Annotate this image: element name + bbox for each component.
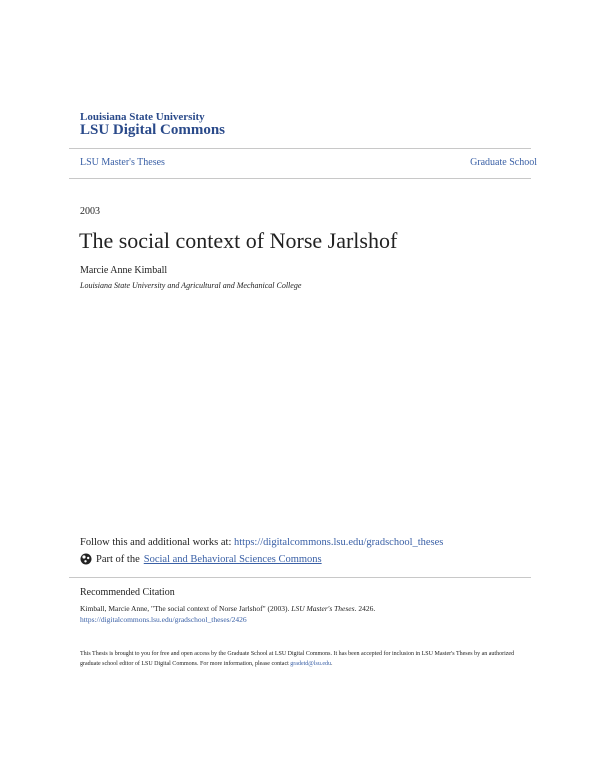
part-of-prefix: Part of the bbox=[96, 553, 140, 565]
follow-prefix: Follow this and additional works at: bbox=[80, 537, 234, 548]
divider-bottom bbox=[69, 178, 531, 179]
commons-link[interactable]: Social and Behavioral Sciences Commons bbox=[143, 553, 322, 565]
repository-name[interactable]: LSU Digital Commons bbox=[80, 122, 226, 138]
citation-prefix: Kimball, Marcie Anne, "The social context of Norse Jarlshof" (2003). bbox=[80, 604, 292, 613]
nav-graduate-school[interactable]: Graduate School bbox=[470, 157, 537, 168]
divider-citation bbox=[69, 577, 531, 578]
notice-text: This Thesis is brought to you for free and open access by the Graduate School at LSU Digital Commons. It has been accepted for inclusion in LSU Master's Theses by an authorized graduate school editor of LSU Digital Commons. For more information, please contact bbox=[80, 651, 515, 667]
citation-series: LSU Master's Theses bbox=[291, 604, 355, 613]
citation-heading: Recommended Citation bbox=[80, 587, 175, 598]
author-affiliation: Louisiana State University and Agricultural and Mechanical College bbox=[80, 281, 302, 290]
author-name: Marcie Anne Kimball bbox=[80, 265, 168, 276]
citation-suffix: . 2426. bbox=[354, 604, 376, 613]
follow-line bbox=[80, 537, 443, 548]
institution-name: Louisiana State University bbox=[80, 111, 205, 123]
publication-year: 2003 bbox=[80, 206, 100, 217]
follow-url-link[interactable]: https://digitalcommons.lsu.edu/gradschool_theses bbox=[234, 537, 444, 548]
part-of-line bbox=[80, 553, 322, 565]
notice-end: . bbox=[330, 661, 333, 667]
access-notice bbox=[80, 649, 530, 669]
network-icon bbox=[80, 553, 92, 565]
divider-top bbox=[69, 148, 531, 149]
nav-masters-theses[interactable]: LSU Master's Theses bbox=[80, 157, 165, 168]
thesis-title: The social context of Norse Jarlshof bbox=[79, 228, 398, 253]
citation-text bbox=[80, 603, 530, 625]
contact-email-link[interactable]: gradetd@lsu.edu bbox=[290, 661, 331, 667]
citation-url-link[interactable]: https://digitalcommons.lsu.edu/gradschool_theses/2426 bbox=[80, 615, 247, 624]
